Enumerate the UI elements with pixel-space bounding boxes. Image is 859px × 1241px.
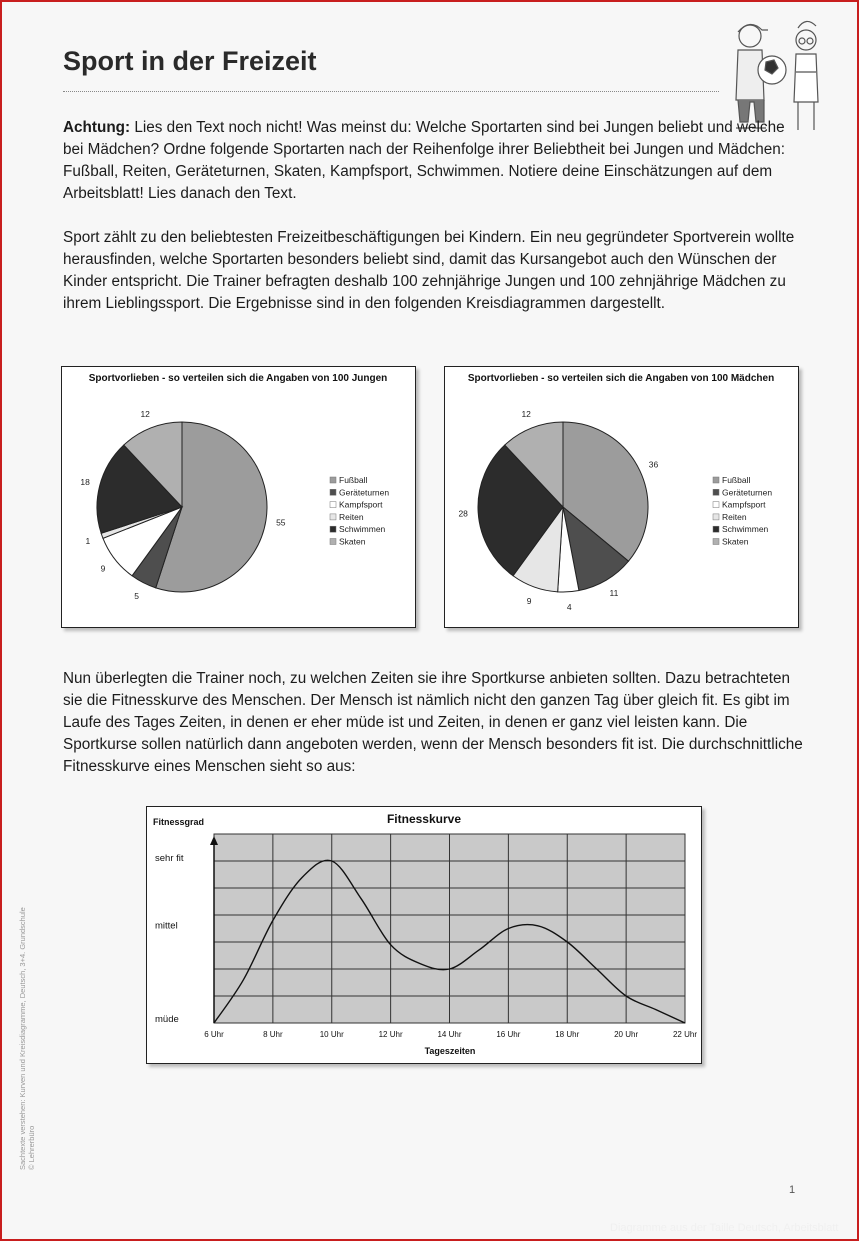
pie-data-label: 5 [134, 591, 139, 602]
x-tick-label: 8 Uhr [263, 1030, 283, 1039]
legend-swatch-schwimmen [330, 526, 336, 532]
legend-swatch-reiten [330, 514, 336, 520]
x-tick-label: 16 Uhr [496, 1030, 521, 1039]
y-axis-title: Fitnessgrad [153, 817, 205, 827]
side-note-line-1: Sachtexte verstehen: Kurven und Kreisdiagramme, Deutsch, 3+4. Grundschule [18, 907, 27, 1170]
fitness-chart [146, 806, 702, 1064]
pie-data-label: 9 [100, 563, 106, 574]
side-note-line-2: © Lehrerbüro [27, 1125, 36, 1170]
x-axis-title: Tageszeiten [424, 1046, 476, 1056]
x-tick-label: 18 Uhr [555, 1030, 580, 1039]
pie-data-label: 1 [85, 535, 91, 546]
pie-data-label: 28 [458, 508, 468, 519]
page-number: 1 [789, 1184, 796, 1196]
side-note [18, 907, 36, 1170]
pie-chart-boys [61, 366, 416, 628]
legend-swatch-skaten [330, 539, 336, 545]
legend-label-kampfsport: Kampfsport [722, 499, 766, 510]
legend-swatch-fussball [330, 477, 336, 483]
y-tick-label: mittel [155, 920, 178, 932]
x-tick-label: 20 Uhr [614, 1030, 639, 1039]
legend-swatch-geraeteturnen [330, 489, 336, 495]
pie-chart-boys-svg [62, 367, 415, 627]
page-title: Sport in der Freizeit [63, 46, 317, 76]
pie-data-label: 36 [648, 459, 659, 470]
pie-title: Sportvorlieben - so verteilen sich die Angaben von 100 Jungen [88, 373, 388, 384]
legend-label-skaten: Skaten [722, 536, 749, 547]
legend-label-skaten: Skaten [339, 536, 366, 547]
fitness-chart-svg [147, 807, 701, 1063]
legend-label-reiten: Reiten [722, 511, 747, 522]
pie-data-label: 12 [521, 409, 531, 419]
pie-data-label: 55 [276, 517, 286, 528]
chart-title: Fitnesskurve [386, 812, 462, 826]
legend-label-schwimmen: Schwimmen [722, 524, 769, 535]
x-tick-label: 14 Uhr [437, 1030, 462, 1039]
legend-label-reiten: Reiten [339, 511, 364, 522]
intro-paragraph [63, 117, 803, 205]
legend-label-geraeteturnen: Geräteturnen [339, 487, 390, 498]
watermark: Diagramme aus der Taille Deutsch, Arbeitsblatt [610, 1222, 839, 1234]
x-tick-label: 10 Uhr [319, 1030, 344, 1039]
legend-label-fussball: Fußball [722, 475, 751, 485]
legend-label-fussball: Fußball [339, 475, 368, 485]
legend-swatch-reiten [713, 514, 719, 520]
legend-label-kampfsport: Kampfsport [339, 499, 383, 510]
pie-chart-girls [444, 366, 799, 628]
legend-swatch-kampfsport [330, 502, 336, 508]
pie-data-label: 18 [80, 477, 90, 488]
legend-swatch-schwimmen [713, 526, 719, 532]
intro-text: Lies den Text noch nicht! Was meinst du: Welche Sportarten sind bei Jungen beliebt und welche bei Mädchen? Ordne folgende Sportarten nach der Reihenfolge ihrer Beliebtheit bei Jungen und Mädchen: Fußball, Reiten, Geräteturnen, Skaten, Kampfsport, Schwimmen. Notiere deine Einschätzungen auf dem Arbeitsblatt! Lies danach den Text. [63, 119, 785, 202]
pie-title: Sportvorlieben - so verteilen sich die Angaben von 100 Mädchen [467, 373, 775, 384]
legend-label-schwimmen: Schwimmen [339, 524, 386, 535]
pie-data-label: 4 [566, 601, 572, 612]
legend-swatch-kampfsport [713, 502, 719, 508]
body-paragraph-2: Nun überlegten die Trainer noch, zu welchen Zeiten sie ihre Sportkurse anbieten sollten. Dazu betrachteten sie die Fitnesskurve des Menschen. Der Mensch ist nämlich nicht den ganzen Tag über gleich fit. Es gibt im Laufe des Tages Zeiten, in denen er eher müde ist und Zeiten, in denen er ganz viel leisten kann. Die Sportkurse sollen natürlich dann angeboten werden, wenn der Mensch besonders fit ist. Die durchschnittliche Fitnesskurve eines Menschen sieht so aus: [63, 670, 803, 775]
pie-data-label: 12 [140, 409, 150, 419]
legend-swatch-geraeteturnen [713, 489, 719, 495]
x-tick-label: 6 Uhr [204, 1030, 224, 1039]
pie-chart-girls-svg [445, 367, 798, 627]
pie-data-label: 9 [526, 596, 532, 607]
pie-data-label: 11 [609, 588, 619, 599]
y-tick-label: müde [155, 1014, 179, 1025]
x-tick-label: 22 Uhr [672, 1030, 698, 1039]
legend-label-geraeteturnen: Geräteturnen [722, 487, 773, 498]
legend-swatch-skaten [713, 539, 719, 545]
title-divider [63, 91, 719, 92]
body-paragraph-1: Sport zählt zu den beliebtesten Freizeitbeschäftigungen bei Kindern. Ein neu gegründeter Sportverein wollte herausfinden, welche Sportarten besonders beliebt sind, damit das Kursangebot auch den Wünschen der Kinder entspricht. Die Trainer befragten deshalb 100 zehnjährige Jungen und 100 zehnjährige Mädchen zu ihrem Lieblingssport. Die Ergebnisse sind in den folgenden Kreisdiagrammen dargestellt. [63, 229, 795, 312]
legend-swatch-fussball [713, 477, 719, 483]
x-tick-label: 12 Uhr [378, 1030, 403, 1039]
intro-bold: Achtung: [63, 119, 131, 136]
y-tick-label: sehr fit [155, 853, 184, 864]
